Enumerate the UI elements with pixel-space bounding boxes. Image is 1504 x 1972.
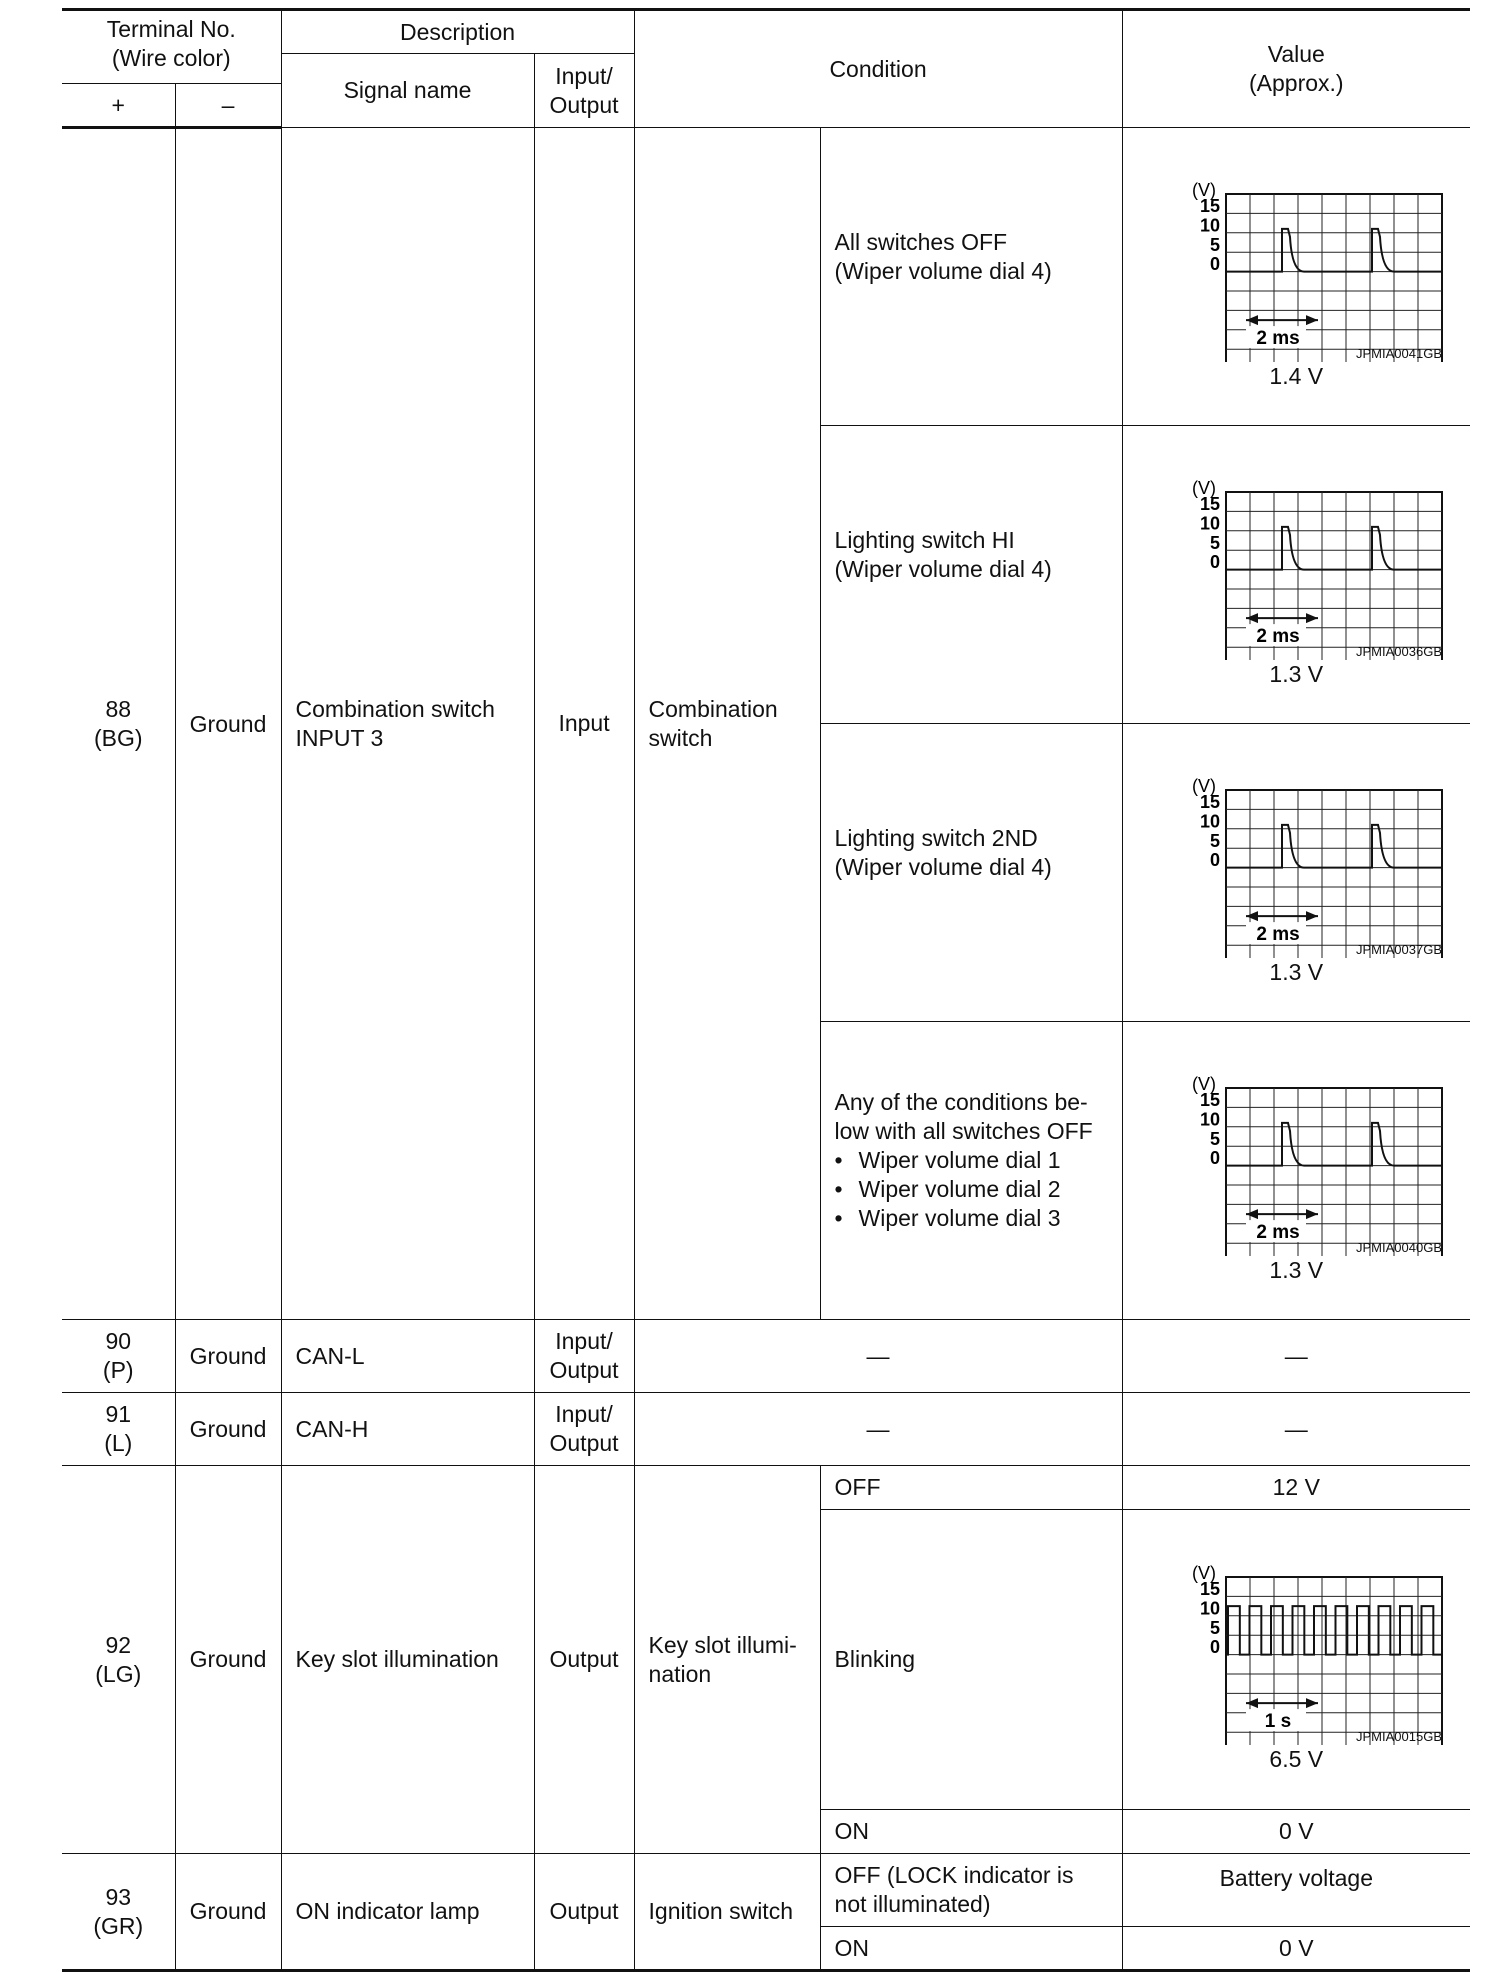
condition-92-on: ON — [820, 1810, 1122, 1854]
plus-header: + — [62, 84, 175, 128]
time-span-label: 1 s — [1265, 1711, 1292, 1733]
row-92-a — [62, 1466, 1470, 1510]
scope-y-tick: 10 — [1200, 215, 1221, 236]
terminal-number: 91 — [105, 1401, 132, 1427]
scope-y-tick: 5 — [1210, 830, 1221, 851]
cond-line-2: not illuminated) — [834, 1891, 991, 1917]
value-text: 1.3 V — [1269, 661, 1324, 687]
cond-line-2: low with all switches OFF — [834, 1118, 1093, 1144]
cond-line-2: (Wiper volume dial 4) — [834, 853, 1052, 880]
value-text: 6.5 V — [1269, 1746, 1324, 1772]
time-span-label: 2 ms — [1256, 626, 1300, 648]
io-93: Output — [534, 1854, 634, 1971]
signal-91: CAN-H — [281, 1393, 534, 1466]
condition-header: Condition — [634, 10, 1122, 128]
signal-line-1: Combination switch — [295, 695, 495, 722]
ground-88: Ground — [175, 128, 281, 1320]
terminal-90 — [62, 1320, 175, 1393]
signal-93: ON indicator lamp — [281, 1854, 534, 1971]
value-text: 1.3 V — [1269, 1257, 1324, 1283]
scope-y-tick: 5 — [1210, 1617, 1221, 1638]
scope-y-tick: 15 — [1200, 792, 1221, 812]
condition-main-88 — [634, 128, 820, 1320]
figure-code: JPMIA0015GB — [1356, 1729, 1443, 1744]
scope-unit-label: (V) — [1192, 1074, 1217, 1094]
terminal-header — [62, 10, 281, 84]
value-92-on: 0 V — [1122, 1810, 1470, 1854]
io-header — [534, 54, 634, 128]
value-text: 1.4 V — [1269, 363, 1324, 389]
value-text: 1.3 V — [1269, 959, 1324, 985]
scope-y-tick: 0 — [1210, 1148, 1221, 1169]
scope-y-tick: 15 — [1200, 1090, 1221, 1110]
terminal-number: 92 — [105, 1631, 132, 1658]
cond-line-2: (Wiper volume dial 4) — [834, 257, 1052, 284]
figure-code: JPMIA0036GB — [1356, 644, 1443, 659]
terminal-93 — [62, 1854, 175, 1971]
value-88-3 — [1122, 724, 1470, 1022]
scope-waveform-88-1 — [1146, 162, 1446, 362]
cond-line-1: OFF (LOCK indicator is — [834, 1862, 1074, 1888]
terminal-91 — [62, 1393, 175, 1466]
signal-name-header: Signal name — [281, 54, 534, 128]
cond-main-line-2: switch — [648, 724, 713, 751]
signal-line-2: INPUT 3 — [295, 724, 384, 751]
cond-main-line-1: Key slot illumi- — [648, 1631, 797, 1658]
scope-waveform-92-blinking — [1146, 1545, 1446, 1745]
scope-y-tick: 10 — [1200, 811, 1221, 832]
condition-88-2 — [820, 426, 1122, 724]
condition-90: — — [634, 1320, 1122, 1393]
scope-y-tick: 5 — [1210, 532, 1221, 553]
row-93-a — [62, 1854, 1470, 1927]
condition-91: — — [634, 1393, 1122, 1466]
terminal-92 — [62, 1466, 175, 1854]
value-header — [1122, 10, 1470, 128]
wire-color: (GR) — [93, 1912, 144, 1939]
scope-y-tick: 10 — [1200, 1598, 1221, 1619]
condition-92-off: OFF — [820, 1466, 1122, 1510]
scope-y-tick: 10 — [1200, 513, 1221, 534]
scope-y-tick: 0 — [1210, 1637, 1221, 1658]
row-91 — [62, 1393, 1470, 1466]
ground-91: Ground — [175, 1393, 281, 1466]
scope-waveform-88-3 — [1146, 758, 1446, 958]
approx-label: (Approx.) — [1248, 70, 1344, 96]
scope-unit-label: (V) — [1192, 776, 1217, 796]
wire-color: (P) — [102, 1357, 134, 1383]
figure-code: JPMIA0037GB — [1356, 942, 1443, 957]
cond-line-1: Lighting switch HI — [834, 526, 1015, 553]
scope-waveform-88-2 — [1146, 460, 1446, 660]
scope-y-tick: 15 — [1200, 1579, 1221, 1599]
scope-unit-label: (V) — [1192, 180, 1217, 200]
condition-93-off — [820, 1854, 1122, 1927]
figure-code: JPMIA0041GB — [1356, 346, 1443, 361]
terminal-number: 90 — [105, 1328, 132, 1354]
io-label-1: Input/ — [555, 62, 613, 89]
scope-y-tick: 0 — [1210, 850, 1221, 871]
time-span-label: 2 ms — [1256, 328, 1300, 350]
wire-color: (L) — [104, 1430, 133, 1456]
signal-90: CAN-L — [281, 1320, 534, 1393]
terminal-number: 88 — [105, 696, 132, 722]
io-line-1: Input/ — [555, 1328, 613, 1354]
ground-93: Ground — [175, 1854, 281, 1971]
scope-y-tick: 15 — [1200, 196, 1221, 216]
cond-line-2: (Wiper volume dial 4) — [834, 555, 1052, 582]
cond-line-1: All switches OFF — [834, 228, 1008, 255]
row-88-a — [62, 128, 1470, 426]
value-88-1 — [1122, 128, 1470, 426]
value-92-off: 12 V — [1122, 1466, 1470, 1510]
io-line-2: Output — [549, 1430, 619, 1456]
value-label: Value — [1267, 41, 1325, 67]
scope-y-tick: 0 — [1210, 552, 1221, 573]
terminal-88 — [62, 128, 175, 1320]
condition-88-4 — [820, 1022, 1122, 1320]
ground-92: Ground — [175, 1466, 281, 1854]
value-88-2 — [1122, 426, 1470, 724]
condition-bullet-list — [835, 1146, 1108, 1233]
condition-88-1 — [820, 128, 1122, 426]
value-92-blinking — [1122, 1510, 1470, 1810]
signal-88 — [281, 128, 534, 1320]
time-span-label: 2 ms — [1256, 924, 1300, 946]
condition-93-on: ON — [820, 1927, 1122, 1971]
io-92: Output — [534, 1466, 634, 1854]
condition-bullet: • Wiper volume dial 2 — [835, 1175, 1108, 1204]
header-row-1 — [62, 10, 1470, 54]
scope-y-tick: 0 — [1210, 254, 1221, 275]
cond-main-line-1: Combination — [648, 695, 778, 722]
terminal-number: 93 — [105, 1883, 132, 1910]
value-93-off: Battery voltage — [1122, 1854, 1470, 1927]
condition-main-92 — [634, 1466, 820, 1854]
io-label-2: Output — [549, 91, 619, 118]
value-93-on: 0 V — [1122, 1927, 1470, 1971]
cond-line-1: Any of the conditions be- — [834, 1089, 1088, 1115]
value-91: — — [1122, 1393, 1470, 1466]
wire-color-label: (Wire color) — [111, 45, 231, 71]
cond-main-line-2: nation — [648, 1660, 712, 1687]
minus-header: – — [175, 84, 281, 128]
io-line-1: Input/ — [555, 1401, 613, 1427]
scope-unit-label: (V) — [1192, 1563, 1217, 1583]
description-header: Description — [281, 10, 634, 54]
scope-waveform-88-4 — [1146, 1056, 1446, 1256]
wire-color: (LG) — [95, 1660, 142, 1687]
value-88-4 — [1122, 1022, 1470, 1320]
condition-bullet: • Wiper volume dial 1 — [835, 1146, 1108, 1175]
signal-92: Key slot illumination — [281, 1466, 534, 1854]
figure-code: JPMIA0040GB — [1356, 1240, 1443, 1255]
scope-unit-label: (V) — [1192, 478, 1217, 498]
condition-bullet: • Wiper volume dial 3 — [835, 1204, 1108, 1233]
row-90 — [62, 1320, 1470, 1393]
condition-main-93: Ignition switch — [634, 1854, 820, 1971]
io-90 — [534, 1320, 634, 1393]
scope-y-tick: 5 — [1210, 234, 1221, 255]
io-91 — [534, 1393, 634, 1466]
terminal-spec-table — [62, 8, 1470, 1972]
scope-y-tick: 10 — [1200, 1109, 1221, 1130]
io-88: Input — [534, 128, 634, 1320]
io-line-2: Output — [549, 1357, 619, 1383]
scope-y-tick: 15 — [1200, 494, 1221, 514]
wire-color: (BG) — [93, 725, 143, 751]
scope-y-tick: 5 — [1210, 1128, 1221, 1149]
condition-88-3 — [820, 724, 1122, 1022]
value-90: — — [1122, 1320, 1470, 1393]
time-span-label: 2 ms — [1256, 1222, 1300, 1244]
terminal-no-label: Terminal No. — [106, 16, 236, 42]
ground-90: Ground — [175, 1320, 281, 1393]
cond-line-1: Lighting switch 2ND — [834, 824, 1038, 851]
condition-92-blinking: Blinking — [820, 1510, 1122, 1810]
